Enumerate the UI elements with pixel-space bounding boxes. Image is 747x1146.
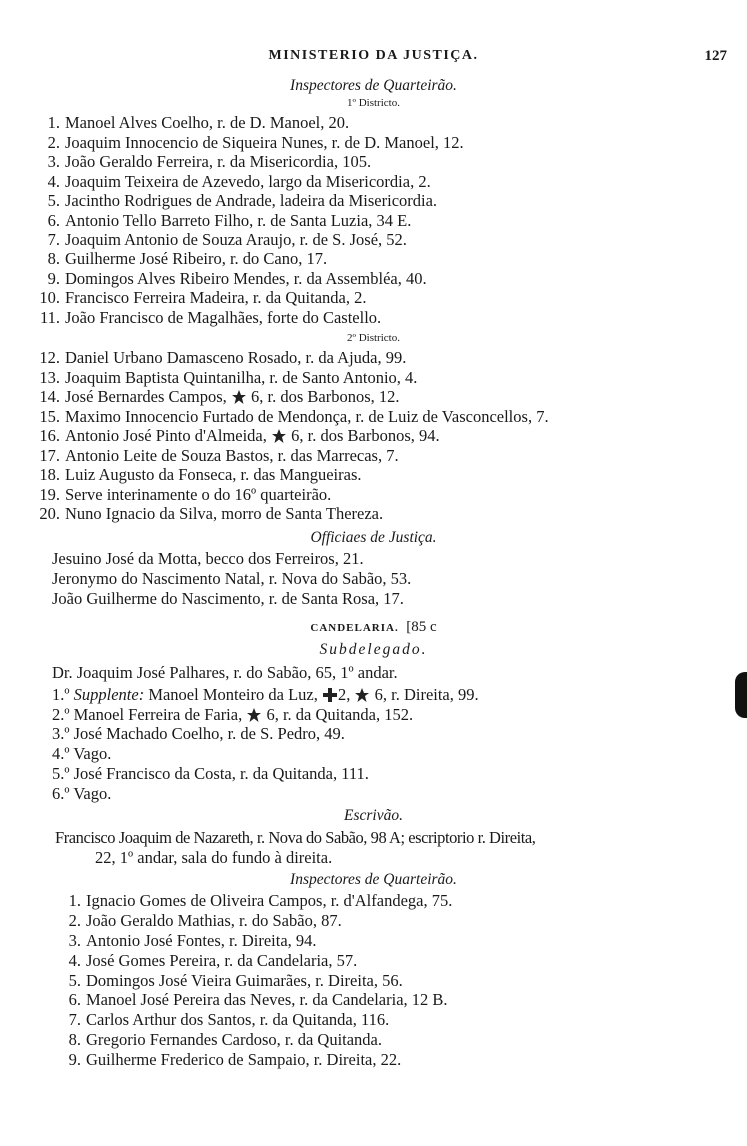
section-heading-officiaes: Officiaes de Justiça. xyxy=(310,529,437,546)
item-text-b: 6, r. dos Barbonos, 12. xyxy=(251,387,400,406)
item-number: 6.º xyxy=(52,784,70,803)
section-heading-inspectores: Inspectores de Quarteirão. xyxy=(290,77,457,94)
item-number: 9. xyxy=(47,269,60,288)
list-item xyxy=(0,931,317,950)
item-number: 20. xyxy=(39,504,60,523)
list-item xyxy=(0,1030,382,1049)
list-item xyxy=(0,152,371,171)
item-number: 9. xyxy=(68,1050,81,1069)
item-text: Joaquim Innocencio de Siqueira Nunes, r. de D. Manoel, 12. xyxy=(65,133,464,152)
list-item xyxy=(0,446,399,465)
item-number: 4.º xyxy=(52,744,70,763)
list-item xyxy=(0,269,427,288)
list-item xyxy=(0,426,440,448)
district-2-heading: 2º Districto. xyxy=(347,332,400,344)
list-item xyxy=(0,387,400,409)
item-text: Carlos Arthur dos Santos, r. da Quitanda, 116. xyxy=(86,1010,390,1029)
item-number: 1. xyxy=(68,891,81,910)
list-item xyxy=(0,288,366,307)
item-number: 7. xyxy=(47,230,60,249)
item-text: Vago. xyxy=(73,744,112,763)
order-insignia-icon xyxy=(271,428,287,448)
item-text-c: 6, r. Direita, 99. xyxy=(374,685,479,704)
item-number: 12. xyxy=(39,348,60,367)
item-number: 10. xyxy=(39,288,60,307)
item-text: João Francisco de Magalhães, forte do Castello. xyxy=(65,308,382,327)
parish-heading xyxy=(0,618,747,638)
list-item xyxy=(0,911,342,930)
parish-note: [85 c xyxy=(406,619,437,635)
item-number: 7. xyxy=(68,1010,81,1029)
item-text: Ignacio Gomes de Oliveira Campos, r. d'Alfandega, 75. xyxy=(86,891,453,910)
item-number: 16. xyxy=(39,426,60,445)
item-number: 3.º xyxy=(52,724,70,743)
list-item: Jesuino José da Motta, becco dos Ferreiros, 21. xyxy=(52,549,364,568)
escrivao-heading: Escrivão. xyxy=(344,807,403,824)
list-item xyxy=(0,172,431,191)
item-text: Domingos José Vieira Guimarães, r. Direita, 56. xyxy=(86,971,403,990)
item-text: Francisco Ferreira Madeira, r. da Quitanda, 2. xyxy=(65,288,367,307)
item-number: 4. xyxy=(47,172,60,191)
inspectores-heading: Inspectores de Quarteirão. xyxy=(290,871,457,888)
item-text: Luiz Augusto da Fonseca, r. das Mangueiras. xyxy=(65,465,362,484)
list-item xyxy=(0,191,437,210)
list-item xyxy=(0,113,349,132)
list-item xyxy=(0,211,411,230)
page-header xyxy=(0,48,747,72)
list-item xyxy=(0,485,331,504)
item-text: Antonio Tello Barreto Filho, r. de Santa Luzia, 34 E. xyxy=(65,211,412,230)
item-number: 3. xyxy=(68,931,81,950)
list-item xyxy=(0,951,357,970)
item-number: 13. xyxy=(39,368,60,387)
item-text: João Geraldo Mathias, r. do Sabão, 87. xyxy=(86,911,342,930)
supplente-entry xyxy=(52,685,479,707)
item-text: Antonio José Fontes, r. Direita, 94. xyxy=(86,931,317,950)
subdelegado-entry: Dr. Joaquim José Palhares, r. do Sabão, 65, 1º andar. xyxy=(52,663,398,682)
item-number: 5. xyxy=(68,971,81,990)
item-text: Joaquim Antonio de Souza Araujo, r. de S. José, 52. xyxy=(65,230,407,249)
running-title: MINISTERIO DA JUSTIÇA. xyxy=(268,48,479,63)
item-number: 15. xyxy=(39,407,60,426)
item-number: 2. xyxy=(47,133,60,152)
item-text-a: Antonio José Pinto d'Almeida, xyxy=(65,426,267,445)
escrivao-entry: Francisco Joaquim de Nazareth, r. Nova do Sabão, 98 A; escriptorio r. Direita, xyxy=(55,828,536,847)
item-number: 3. xyxy=(47,152,60,171)
list-item xyxy=(0,971,403,990)
item-text: José Gomes Pereira, r. da Candelaria, 57. xyxy=(86,951,358,970)
item-text: Guilherme José Ribeiro, r. do Cano, 17. xyxy=(65,249,328,268)
item-text: Nuno Ignacio da Silva, morro de Santa Thereza. xyxy=(65,504,384,523)
item-text: Joaquim Baptista Quintanilha, r. de Santo Antonio, 4. xyxy=(65,368,418,387)
item-number: 1.º xyxy=(52,685,70,704)
list-item xyxy=(0,133,464,152)
item-text-b: 6, r. dos Barbonos, 94. xyxy=(291,426,440,445)
order-insignia-icon xyxy=(231,389,247,409)
item-text: Gregorio Fernandes Cardoso, r. da Quitanda. xyxy=(86,1030,383,1049)
item-number: 18. xyxy=(39,465,60,484)
scan-margin-mark xyxy=(735,672,747,718)
item-text: Guilherme Frederico de Sampaio, r. Direita, 22. xyxy=(86,1050,402,1069)
item-text-a: Manoel Monteiro da Luz, xyxy=(148,685,318,704)
supplente-label: Supplente: xyxy=(73,685,145,704)
list-item: João Guilherme do Nascimento, r. de Santa Rosa, 17. xyxy=(52,589,404,608)
item-number: 5. xyxy=(47,191,60,210)
list-item xyxy=(0,348,406,367)
item-number: 8. xyxy=(47,249,60,268)
item-number: 17. xyxy=(39,446,60,465)
list-item xyxy=(0,504,383,523)
parish-name: CANDELARIA. xyxy=(310,622,399,634)
item-text: José Francisco da Costa, r. da Quitanda, 111. xyxy=(73,764,369,783)
item-number: 19. xyxy=(39,485,60,504)
list-item xyxy=(0,308,381,327)
list-item xyxy=(0,230,407,249)
district-1-heading: 1º Districto. xyxy=(347,97,400,109)
list-item: Jeronymo do Nascimento Natal, r. Nova do Sabão, 53. xyxy=(52,569,412,588)
item-text: Daniel Urbano Damasceno Rosado, r. da Ajuda, 99. xyxy=(65,348,407,367)
list-item xyxy=(0,368,417,387)
item-text: Jacintho Rodrigues de Andrade, ladeira da Misericordia. xyxy=(65,191,438,210)
item-text: Manoel Alves Coelho, r. de D. Manoel, 20. xyxy=(65,113,350,132)
item-text: Joaquim Teixeira de Azevedo, largo da Misericordia, 2. xyxy=(65,172,431,191)
item-number: 5.º xyxy=(52,764,70,783)
item-number: 2.º xyxy=(52,705,70,724)
item-number: 14. xyxy=(39,387,60,406)
item-text: José Machado Coelho, r. de S. Pedro, 49. xyxy=(73,724,345,743)
list-item xyxy=(0,1010,389,1029)
supplente-entry xyxy=(52,764,369,783)
supplente-entry xyxy=(52,724,345,743)
list-item xyxy=(0,407,549,426)
item-text: Domingos Alves Ribeiro Mendes, r. da Assembléa, 40. xyxy=(65,269,427,288)
list-item xyxy=(0,465,361,484)
subdelegado-heading: Subdelegado. xyxy=(319,641,428,658)
item-text-b: 6, r. da Quitanda, 152. xyxy=(266,705,414,724)
item-number: 2. xyxy=(68,911,81,930)
item-number: 11. xyxy=(39,308,60,327)
item-number: 8. xyxy=(68,1030,81,1049)
list-item xyxy=(0,1050,401,1069)
list-item xyxy=(0,891,452,910)
supplente-entry xyxy=(52,744,111,763)
item-text: Serve interinamente o do 16º quarteirão. xyxy=(65,485,332,504)
item-text: Maximo Innocencio Furtado de Mendonça, r. de Luiz de Vasconcellos, 7. xyxy=(65,407,549,426)
list-item xyxy=(0,249,327,268)
item-number: 6. xyxy=(68,990,81,1009)
item-text-a: José Bernardes Campos, xyxy=(65,387,227,406)
page-number: 127 xyxy=(704,48,727,64)
supplente-entry xyxy=(52,784,111,803)
item-number: 4. xyxy=(68,951,81,970)
item-text: Manoel José Pereira das Neves, r. da Candelaria, 12 B. xyxy=(86,990,448,1009)
item-text-b: 2, xyxy=(337,685,351,704)
item-text: Vago. xyxy=(73,784,112,803)
list-item xyxy=(0,990,448,1009)
item-text: João Geraldo Ferreira, r. da Misericordia, 105. xyxy=(65,152,372,171)
order-insignia-icon xyxy=(354,687,370,707)
item-text: Antonio Leite de Souza Bastos, r. das Marrecas, 7. xyxy=(65,446,399,465)
item-text-a: Manoel Ferreira de Faria, xyxy=(73,705,243,724)
item-number: 6. xyxy=(47,211,60,230)
escrivao-entry-continued: 22, 1º andar, sala do fundo à direita. xyxy=(95,848,333,867)
item-number: 1. xyxy=(47,113,60,132)
cross-insignia-icon xyxy=(322,687,338,707)
